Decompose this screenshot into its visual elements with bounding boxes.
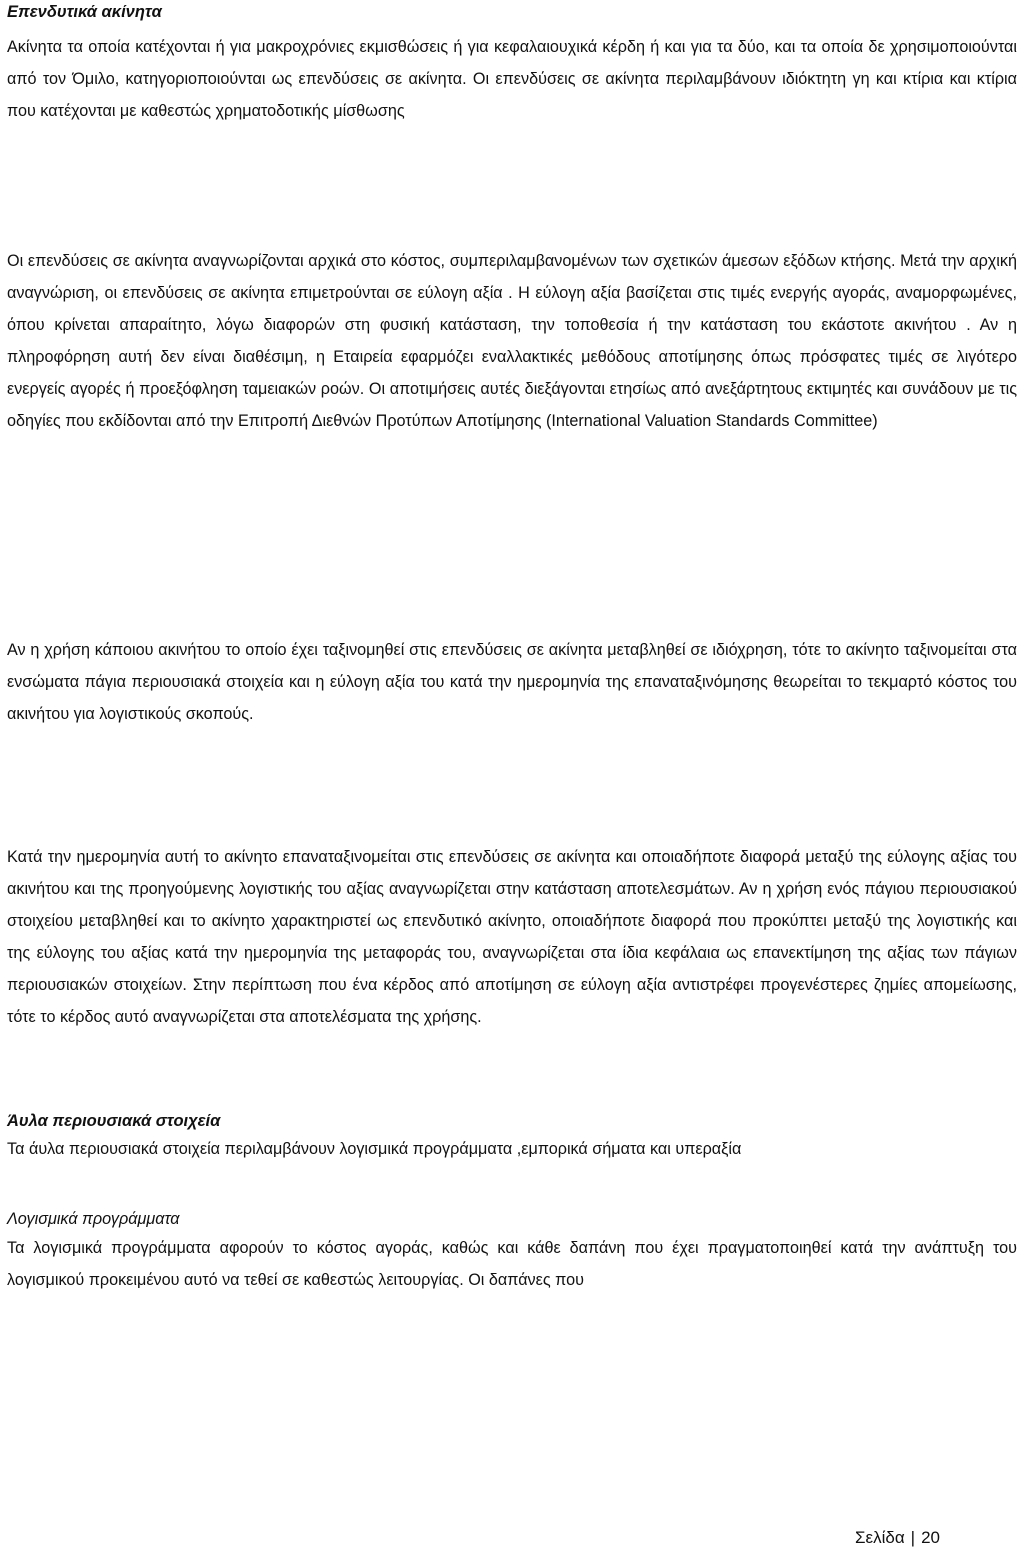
paragraph-software-1: Τα λογισμικά προγράμματα αφορούν το κόστος αγοράς, καθώς και κάθε δαπάνη που έχει πραγματοποιηθεί κατά την ανάπτυξη του λογισμικού προκειμένου αυτό να τεθεί σε καθεστώς λειτουργίας. Οι δαπάνες που bbox=[7, 1239, 1017, 1289]
paragraph-investment-property-3: Αν η χρήση κάποιου ακινήτου το οποίο έχει ταξινομηθεί στις επενδύσεις σε ακίνητα μεταβληθεί σε ιδιόχρηση, τότε το ακίνητο ταξινομείται στα ενσώματα πάγια περιουσιακά στοιχεία και η εύλογη αξία του κατά την ημερομηνία της επαναταξινόμησης θεωρείται το τεκμαρτό κόστος του ακινήτου για λογιστικούς σκοπούς. bbox=[7, 641, 1017, 723]
paragraph-intangible-assets-1: Τα άυλα περιουσιακά στοιχεία περιλαμβάνουν λογισμικά προγράμματα ,εμπορικά σήματα και υπεραξία bbox=[7, 1140, 742, 1158]
page-label: Σελίδα bbox=[855, 1528, 905, 1547]
page-separator: | bbox=[910, 1528, 916, 1547]
paragraph-investment-property-2: Οι επενδύσεις σε ακίνητα αναγνωρίζονται αρχικά στο κόστος, συμπεριλαμβανομένων των σχετικών άμεσων εξόδων κτήσης. Μετά την αρχική αναγνώριση, οι επενδύσεις σε ακίνητα επιμετρούνται σε εύλογη αξία . Η εύλογη αξία βασίζεται στις τιμές ενεργής αγοράς, αναμορφωμένες, όπου κρίνεται απαραίτητο, λόγω διαφορών στη φυσική κατάσταση, την τοποθεσία ή την κατάσταση του εκάστοτε ακινήτου . Αν η πληροφόρηση αυτή δεν είναι διαθέσιμη, η Εταιρεία εφαρμόζει εναλλακτικές μεθόδους αποτίμησης όπως πρόσφατες τιμές σε λιγότερο ενεργείς αγορές ή προεξόφληση ταμειακών ροών. Οι αποτιμήσεις αυτές διεξάγονται ετησίως από ανεξάρτητους εκτιμητές και συνάδουν με τις οδηγίες που εκδίδονται από την Επιτροπή Διεθνών Προτύπων Αποτίμησης (International Valuation Standards Committee) bbox=[7, 252, 1017, 430]
paragraph-investment-property-1: Ακίνητα τα οποία κατέχονται ή για μακροχρόνιες εκμισθώσεις ή για κεφαλαιουχικά κέρδη ή και για τα δύο, και τα οποία δε χρησιμοποιούνται από τον Όμιλο, κατηγοριοποιούνται ως επενδύσεις σε ακίνητα. Οι επενδύσεις σε ακίνητα περιλαμβάνουν ιδιόκτητη γη και κτίρια και κτίρια που κατέχονται με καθεστώς χρηματοδοτικής μίσθωσης bbox=[7, 38, 1017, 120]
heading-software: Λογισμικά προγράμματα bbox=[7, 1210, 180, 1228]
page-footer bbox=[855, 1526, 940, 1550]
paragraph-investment-property-4: Κατά την ημερομηνία αυτή το ακίνητο επαναταξινομείται στις επενδύσεις σε ακίνητα και οποιαδήποτε διαφορά μεταξύ της εύλογης αξίας του ακινήτου και της προηγούμενης λογιστικής του αξίας αναγνωρίζεται στην κατάσταση αποτελεσμάτων. Αν η χρήση ενός πάγιου περιουσιακού στοιχείου μεταβληθεί και το ακίνητο χαρακτηριστεί ως επενδυτικό ακίνητο, οποιαδήποτε διαφορά που προκύπτει μεταξύ της λογιστικής και της εύλογης του αξίας κατά την ημερομηνία της μεταφοράς του, αναγνωρίζεται στα ίδια κεφάλαια ως επανεκτίμηση της αξίας των πάγιων περιουσιακών στοιχείων. Στην περίπτωση που ένα κέρδος από αποτίμηση σε εύλογη αξία αντιστρέφει προγενέστερες ζημίες απομείωσης, τότε το κέρδος αυτό αναγνωρίζεται στα αποτελέσματα της χρήσης. bbox=[7, 848, 1017, 1026]
heading-investment-property: Επενδυτικά ακίνητα bbox=[7, 3, 162, 21]
page-number: 20 bbox=[921, 1528, 940, 1547]
heading-intangible-assets: Άυλα περιουσιακά στοιχεία bbox=[7, 1112, 221, 1130]
